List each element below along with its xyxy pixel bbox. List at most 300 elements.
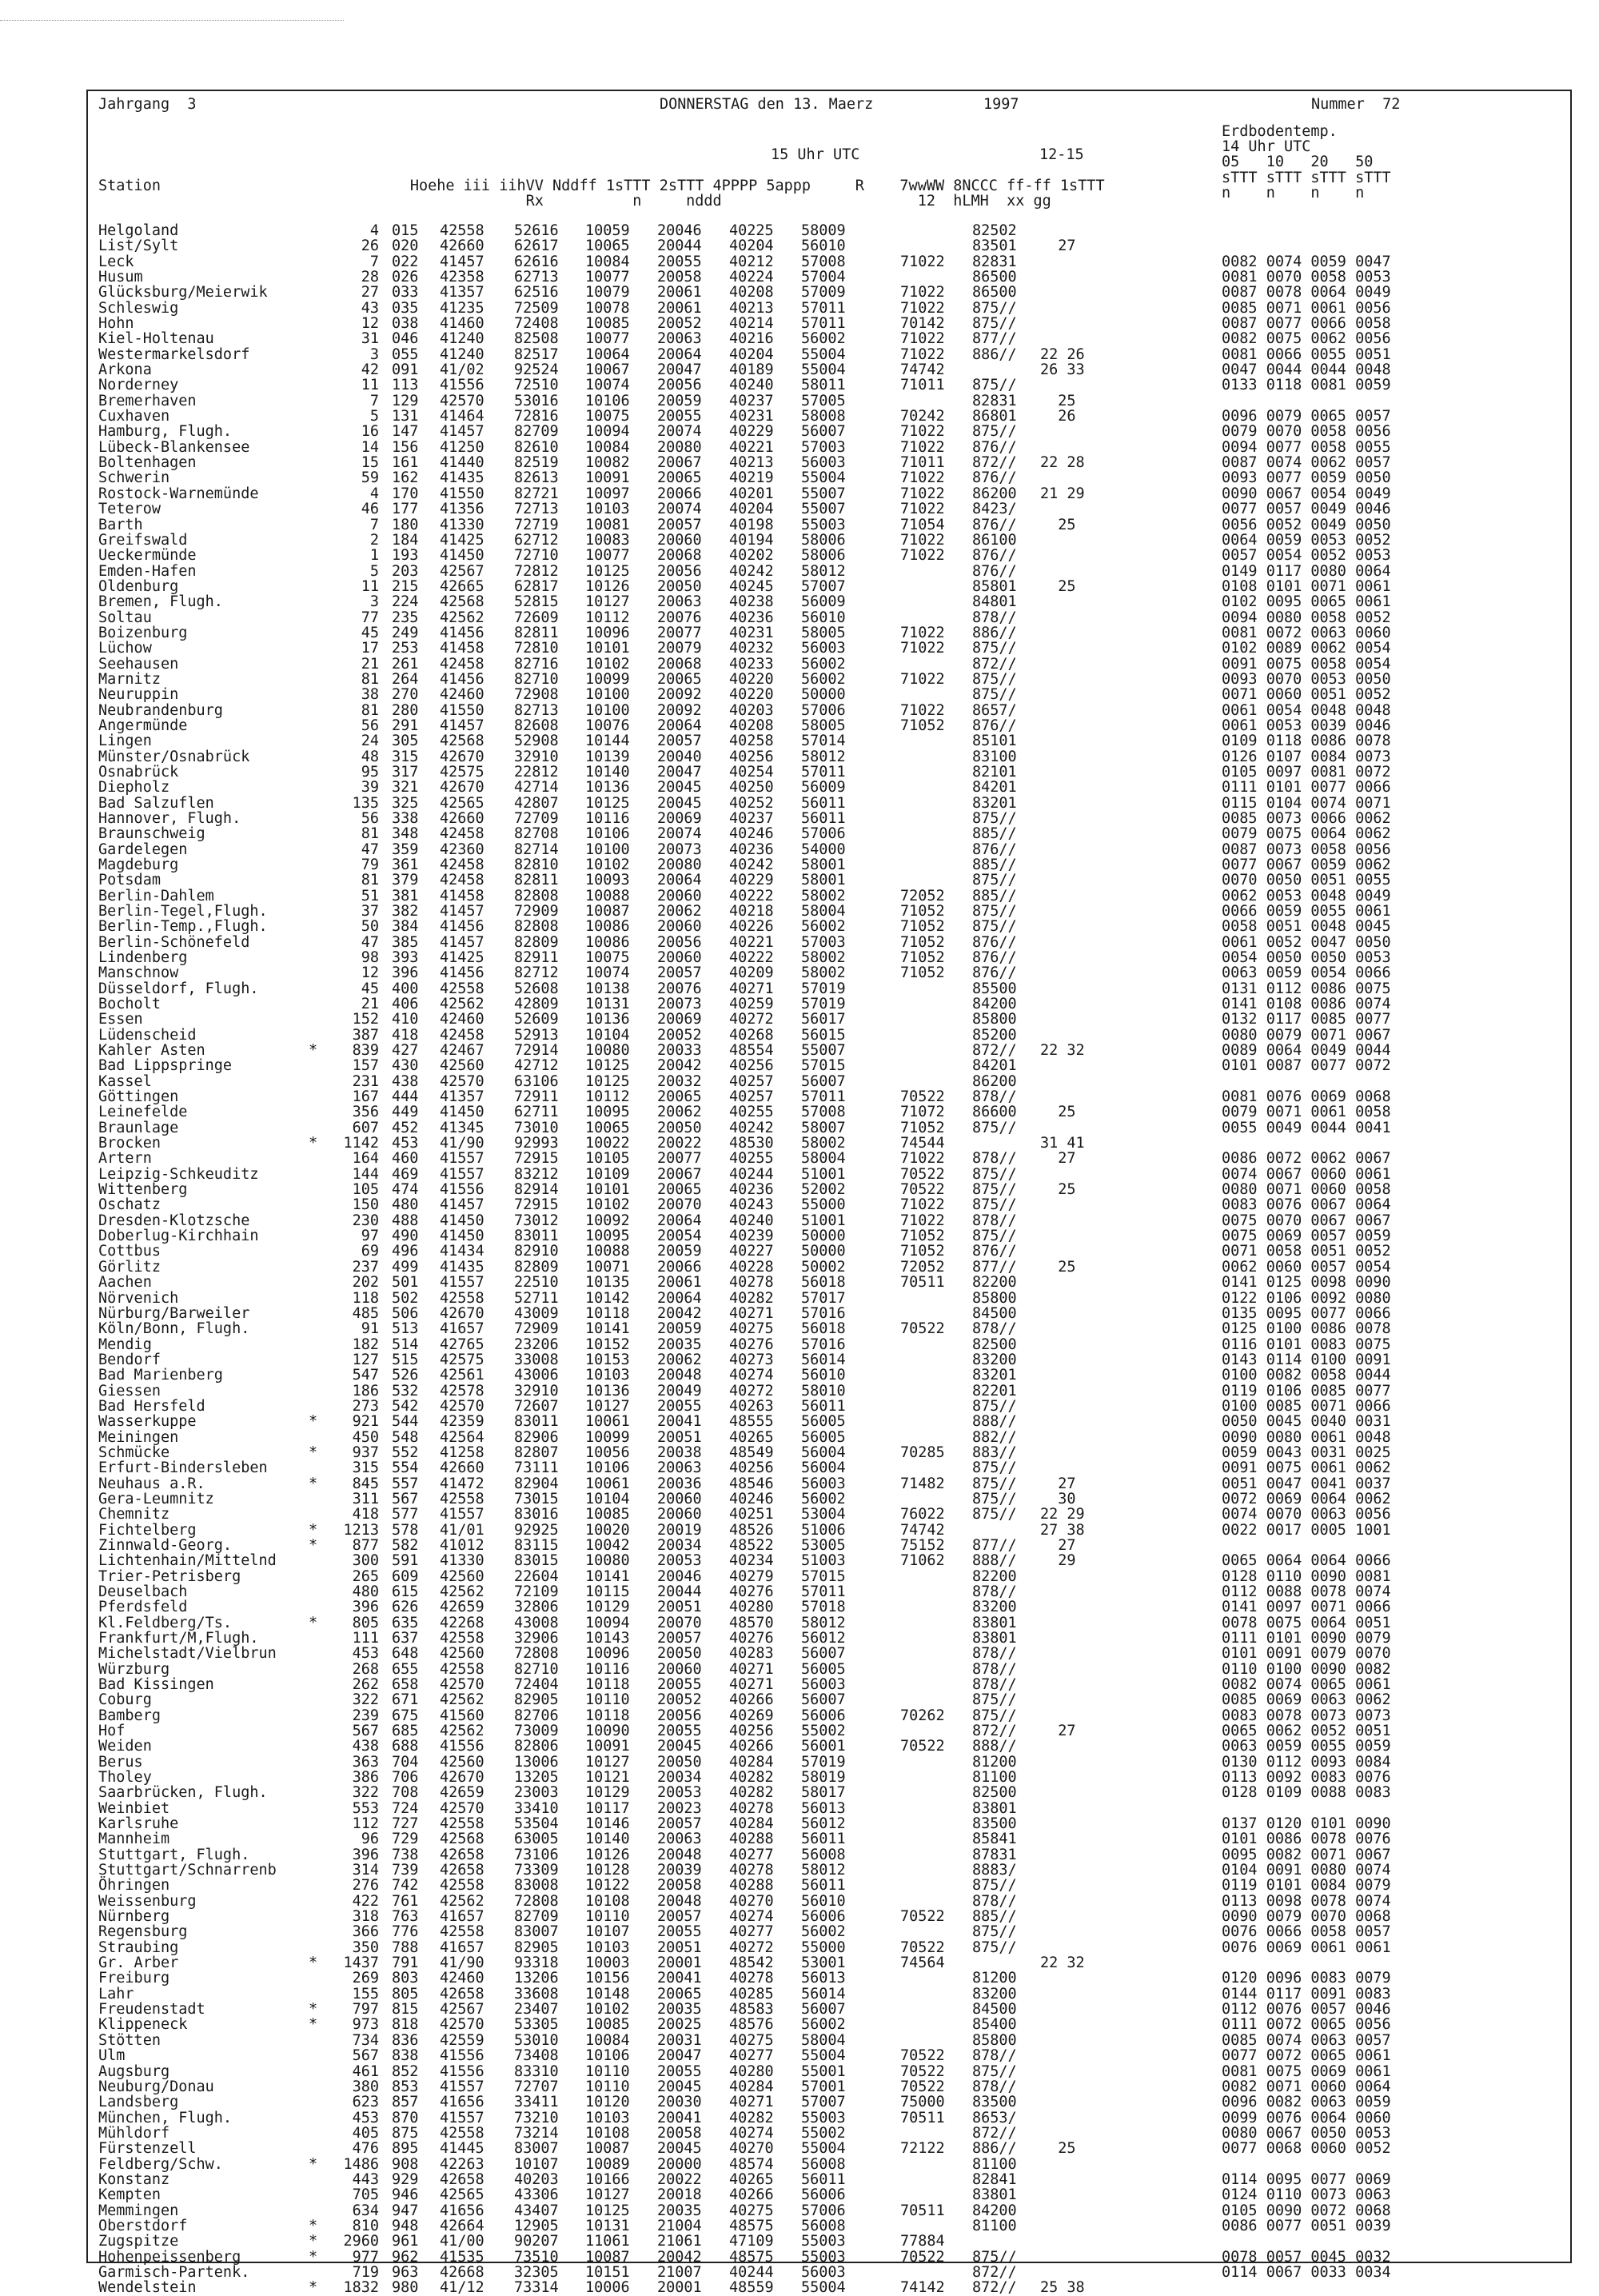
1sttt: 10074: [585, 377, 630, 394]
5appp: 56002: [801, 655, 846, 673]
erdboden: 0102 0089 0062 0054: [1222, 640, 1391, 657]
station-name: Osnabrück: [98, 763, 179, 781]
iihvv: 42561: [440, 1367, 484, 1384]
iii: 410: [392, 1011, 419, 1028]
iii: 020: [392, 238, 419, 255]
iihvv: 42670: [440, 748, 484, 765]
8nccc: 875//: [972, 1119, 1017, 1136]
hoehe: 12: [361, 964, 379, 982]
nddff: 83310: [514, 2062, 559, 2080]
nddff: 82905: [514, 1939, 559, 1956]
iii: 480: [392, 1196, 419, 1214]
1sttt: 10125: [585, 562, 630, 580]
station-name: Leipzig-Schkeuditz: [98, 1165, 259, 1183]
iihvv: 42560: [440, 1645, 484, 1663]
7wwww: 71022: [900, 1150, 945, 1168]
nddff: 72609: [514, 609, 559, 626]
iii: 385: [392, 933, 419, 951]
station-name: Kahler Asten: [98, 1042, 205, 1059]
nddff: 72911: [514, 1088, 559, 1105]
hoehe: 268: [352, 1660, 379, 1678]
5appp: 55004: [801, 2047, 846, 2065]
iii: 270: [392, 686, 419, 704]
station-name: Fichtelberg: [98, 1521, 197, 1539]
iii: 038: [392, 315, 419, 332]
4pppp: 40282: [729, 1289, 774, 1307]
iihvv: 42559: [440, 2031, 484, 2049]
iihvv: 41657: [440, 1939, 484, 1956]
iihvv: 41240: [440, 330, 484, 348]
1sttt: 10110: [585, 1908, 630, 1926]
iihvv: 41240: [440, 345, 484, 363]
iihvv: 42558: [440, 1815, 484, 1832]
hoehe: 623: [352, 2094, 379, 2111]
5appp: 58002: [801, 964, 846, 982]
5appp: 56010: [801, 238, 846, 255]
ff-ff: 31 41: [1040, 1135, 1085, 1152]
7wwww: 71052: [900, 964, 945, 982]
hoehe: 11: [361, 577, 379, 595]
erdboden: 0083 0078 0073 0073: [1222, 1707, 1391, 1724]
hoehe: 46: [361, 501, 379, 518]
7wwww: 70522: [900, 1939, 945, 1956]
hoehe: 135: [352, 794, 379, 812]
2sttt: 20064: [657, 872, 702, 889]
erdboden: 0141 0125 0098 0090: [1222, 1274, 1391, 1292]
4pppp: 40257: [729, 1072, 774, 1090]
4pppp: 40226: [729, 918, 774, 936]
2sttt: 20041: [657, 2109, 702, 2126]
1sttt: 10099: [585, 1428, 630, 1446]
nddff: 72812: [514, 562, 559, 580]
7wwww: 71022: [900, 1212, 945, 1229]
mountain-marker: *: [309, 1135, 318, 1152]
8nccc: 84200: [972, 996, 1017, 1012]
station-name: Dresden-Klotzsche: [98, 1212, 250, 1229]
erdboden: 0086 0072 0062 0067: [1222, 1150, 1391, 1168]
5appp: 56004: [801, 1443, 846, 1461]
hoehe: 1213: [343, 1521, 379, 1539]
7wwww: 71054: [900, 516, 945, 533]
nddff: 33410: [514, 1799, 559, 1817]
8nccc: 81100: [972, 1769, 1017, 1786]
hoehe: 21: [361, 996, 379, 1012]
1sttt: 10006: [585, 2279, 630, 2296]
5appp: 57006: [801, 825, 846, 843]
mountain-marker: *: [309, 1614, 318, 1631]
4pppp: 40272: [729, 1382, 774, 1400]
nddff: 62616: [514, 253, 559, 270]
7wwww: 71052: [900, 717, 945, 734]
7wwww: 74544: [900, 1135, 945, 1152]
8nccc: 86200: [972, 485, 1017, 502]
1sttt: 10092: [585, 1212, 630, 1229]
5appp: 55000: [801, 1939, 846, 1956]
1sttt: 10140: [585, 1831, 630, 1848]
column-header-main: Station Hoehe iii iihVV Nddff 1sTTT 2sTTT 4PPPP 5appp R 7wwWW 8NCCC ff-ff 1sTTT: [98, 178, 1105, 194]
1sttt: 10131: [585, 996, 630, 1012]
iii: 947: [392, 2202, 419, 2219]
station-name: Feldberg/Schw.: [98, 2155, 223, 2173]
1sttt: 10107: [585, 1923, 630, 1941]
8nccc: 875//: [972, 1691, 1017, 1709]
nddff: 62817: [514, 577, 559, 595]
2sttt: 20053: [657, 1784, 702, 1802]
station-name: Memmingen: [98, 2202, 179, 2219]
erdboden: 0130 0112 0093 0084: [1222, 1753, 1391, 1771]
hoehe: 1437: [343, 1955, 379, 1972]
erdboden-depths: 05 10 20 50: [1222, 154, 1374, 170]
iii: 729: [392, 1831, 419, 1848]
1sttt: 10136: [585, 1382, 630, 1400]
8nccc: 872//: [972, 2124, 1017, 2142]
2sttt: 20053: [657, 1552, 702, 1570]
hoehe: 79: [361, 856, 379, 873]
8nccc: 876//: [972, 547, 1017, 565]
2sttt: 20065: [657, 670, 702, 688]
5appp: 56006: [801, 1908, 846, 1926]
5appp: 58002: [801, 887, 846, 904]
7wwww: 71022: [900, 423, 945, 441]
year-label: 1997: [983, 96, 1019, 113]
2sttt: 20067: [657, 1165, 702, 1183]
erdboden-time: 14 Uhr UTC: [1222, 138, 1311, 155]
iihvv: 41556: [440, 2062, 484, 2080]
erdboden: 0059 0043 0031 0025: [1222, 1443, 1391, 1461]
hoehe: 276: [352, 1877, 379, 1895]
2sttt: 20045: [657, 779, 702, 797]
nddff: 82508: [514, 330, 559, 348]
5appp: 56005: [801, 1413, 846, 1431]
hoehe: 12: [361, 315, 379, 332]
8nccc: 885//: [972, 856, 1017, 873]
4pppp: 40221: [729, 933, 774, 951]
8nccc: 886//: [972, 624, 1017, 641]
ff-ff: 26: [1040, 408, 1076, 425]
station-name: Trier-Petrisberg: [98, 1567, 241, 1585]
nddff: 62617: [514, 238, 559, 255]
2sttt: 20035: [657, 2001, 702, 2018]
5appp: 56011: [801, 794, 846, 812]
5appp: 57003: [801, 933, 846, 951]
nddff: 42714: [514, 779, 559, 797]
erdboden: 0120 0096 0083 0079: [1222, 1970, 1391, 1987]
2sttt: 20042: [657, 2248, 702, 2266]
4pppp: 40229: [729, 872, 774, 889]
hoehe: 16: [361, 423, 379, 441]
8nccc: 882//: [972, 1428, 1017, 1446]
nddff: 72109: [514, 1583, 559, 1600]
2sttt: 20031: [657, 2031, 702, 2049]
iii: 161: [392, 454, 419, 472]
7wwww: 74564: [900, 1955, 945, 1972]
4pppp: 40276: [729, 1629, 774, 1647]
1sttt: 11061: [585, 2233, 630, 2250]
2sttt: 20022: [657, 2170, 702, 2188]
iii: 738: [392, 1846, 419, 1863]
ff-ff: 25: [1040, 392, 1076, 409]
mountain-marker: *: [309, 2155, 318, 2173]
nddff: 73408: [514, 2047, 559, 2065]
iii: 948: [392, 2217, 419, 2234]
hoehe: 47: [361, 841, 379, 858]
station-name: Leinefelde: [98, 1104, 188, 1121]
erdboden: 0077 0072 0065 0061: [1222, 2047, 1391, 2065]
1sttt: 10080: [585, 1552, 630, 1570]
1sttt: 10116: [585, 1660, 630, 1678]
8nccc: 86500: [972, 284, 1017, 301]
1sttt: 10127: [585, 593, 630, 611]
station-name: Landsberg: [98, 2094, 179, 2111]
5appp: 57011: [801, 299, 846, 317]
1sttt: 10088: [585, 887, 630, 904]
2sttt: 20060: [657, 1490, 702, 1507]
1sttt: 10100: [585, 686, 630, 704]
4pppp: 40236: [729, 609, 774, 626]
iihvv: 41457: [440, 933, 484, 951]
4pppp: 40282: [729, 1769, 774, 1786]
nddff: 83008: [514, 1877, 559, 1895]
iii: 348: [392, 825, 419, 843]
4pppp: 40271: [729, 1676, 774, 1693]
station-name: Hof: [98, 1723, 126, 1739]
1sttt: 10101: [585, 1181, 630, 1199]
1sttt: 10118: [585, 1304, 630, 1322]
1sttt: 10129: [585, 1784, 630, 1802]
station-name: Chemnitz: [98, 1506, 170, 1523]
hoehe: 11: [361, 377, 379, 394]
5appp: 58008: [801, 408, 846, 425]
station-name: Lindenberg: [98, 949, 188, 966]
iihvv: 42658: [440, 1985, 484, 2003]
iihvv: 42660: [440, 238, 484, 255]
nddff: 82807: [514, 1443, 559, 1461]
8nccc: 84801: [972, 593, 1017, 611]
station-name: Bremerhaven: [98, 392, 197, 409]
2sttt: 20001: [657, 2279, 702, 2296]
nddff: 72719: [514, 516, 559, 533]
station-name: Lichtenhain/Mittelnd: [98, 1552, 277, 1570]
iii: 857: [392, 2094, 419, 2111]
iihvv: 41535: [440, 2248, 484, 2266]
hoehe: 422: [352, 1892, 379, 1910]
hoehe: 443: [352, 2170, 379, 2188]
hoehe: 28: [361, 269, 379, 286]
7wwww: 70511: [900, 2202, 945, 2219]
4pppp: 40266: [729, 2186, 774, 2204]
erdboden: 0113 0098 0078 0074: [1222, 1892, 1391, 1910]
iihvv: 42458: [440, 1026, 484, 1044]
1sttt: 10102: [585, 1196, 630, 1214]
5appp: 56011: [801, 1831, 846, 1848]
2sttt: 20063: [657, 1831, 702, 1848]
iii: 184: [392, 531, 419, 549]
nddff: 92524: [514, 361, 559, 379]
erdboden: 0075 0069 0057 0059: [1222, 1228, 1391, 1245]
4pppp: 40203: [729, 701, 774, 719]
erdboden: 0111 0072 0065 0056: [1222, 2016, 1391, 2034]
1sttt: 10087: [585, 903, 630, 920]
iii: 406: [392, 996, 419, 1012]
iii: 724: [392, 1799, 419, 1817]
station-name: Bocholt: [98, 996, 161, 1012]
hoehe: 480: [352, 1583, 379, 1600]
8nccc: 82201: [972, 1382, 1017, 1400]
8nccc: 872//: [972, 454, 1017, 472]
nddff: 73111: [514, 1459, 559, 1477]
4pppp: 40271: [729, 1304, 774, 1322]
station-name: Leck: [98, 253, 134, 270]
erdboden: 0065 0064 0064 0066: [1222, 1552, 1391, 1570]
erdboden: 0090 0079 0070 0068: [1222, 1908, 1391, 1926]
7wwww: 70242: [900, 408, 945, 425]
iii: 685: [392, 1723, 419, 1739]
hoehe: 96: [361, 1831, 379, 1848]
station-name: Lübeck-Blankensee: [98, 438, 250, 456]
2sttt: 20052: [657, 1026, 702, 1044]
hoehe: 547: [352, 1367, 379, 1384]
iii: 291: [392, 717, 419, 734]
iihvv: 41557: [440, 1150, 484, 1168]
nddff: 52616: [514, 222, 559, 239]
erdboden: 0102 0095 0065 0061: [1222, 593, 1391, 611]
hoehe: 607: [352, 1119, 379, 1136]
station-name: Stuttgart, Flugh.: [98, 1846, 250, 1863]
iihvv: 42558: [440, 1877, 484, 1895]
nddff: 83016: [514, 1506, 559, 1523]
iii: 852: [392, 2062, 419, 2080]
4pppp: 40285: [729, 1985, 774, 2003]
hoehe: 2: [369, 531, 379, 549]
1sttt: 10061: [585, 1413, 630, 1431]
5appp: 56009: [801, 593, 846, 611]
8nccc: 82101: [972, 763, 1017, 781]
station-name: Schwerin: [98, 469, 170, 487]
iihvv: 41560: [440, 1707, 484, 1724]
2sttt: 20077: [657, 624, 702, 641]
4pppp: 40259: [729, 996, 774, 1012]
nddff: 82811: [514, 872, 559, 889]
ff-ff: 25: [1040, 1181, 1076, 1199]
1sttt: 10126: [585, 577, 630, 595]
iihvv: 41/01: [440, 1521, 484, 1539]
iii: 325: [392, 794, 419, 812]
nddff: 73510: [514, 2248, 559, 2266]
station-name: München, Flugh.: [98, 2109, 233, 2126]
hoehe: 112: [352, 1815, 379, 1832]
hoehe: 366: [352, 1923, 379, 1941]
5appp: 56003: [801, 1676, 846, 1693]
iii: 895: [392, 2140, 419, 2158]
hoehe: 37: [361, 903, 379, 920]
4pppp: 40256: [729, 1723, 774, 1739]
erdboden: 0080 0079 0071 0067: [1222, 1026, 1391, 1044]
8nccc: 875//: [972, 872, 1017, 889]
erdboden: 0063 0059 0054 0066: [1222, 964, 1391, 982]
iii: 658: [392, 1676, 419, 1693]
iihvv: 41557: [440, 1274, 484, 1292]
iihvv: 41550: [440, 701, 484, 719]
2sttt: 20058: [657, 1877, 702, 1895]
hoehe: 418: [352, 1506, 379, 1523]
nddff: 52609: [514, 1011, 559, 1028]
hoehe: 81: [361, 825, 379, 843]
nddff: 82808: [514, 887, 559, 904]
station-name: Mühldorf: [98, 2124, 170, 2142]
iihvv: 42558: [440, 222, 484, 239]
7wwww: 70511: [900, 2109, 945, 2126]
hoehe: 634: [352, 2202, 379, 2219]
2sttt: 20060: [657, 949, 702, 966]
iii: 929: [392, 2170, 419, 2188]
nddff: 32910: [514, 1382, 559, 1400]
2sttt: 20018: [657, 2186, 702, 2204]
1sttt: 10097: [585, 485, 630, 502]
5appp: 56011: [801, 809, 846, 827]
iii: 305: [392, 733, 419, 750]
erdboden: 0093 0077 0059 0050: [1222, 469, 1391, 487]
1sttt: 10020: [585, 1521, 630, 1539]
4pppp: 40238: [729, 593, 774, 611]
erdboden: 0078 0075 0064 0051: [1222, 1614, 1391, 1631]
nddff: 72909: [514, 1320, 559, 1338]
1sttt: 10079: [585, 284, 630, 301]
5appp: 55007: [801, 1042, 846, 1059]
nddff: 23407: [514, 2001, 559, 2018]
5appp: 56010: [801, 1892, 846, 1910]
4pppp: 40222: [729, 949, 774, 966]
erdboden: 0081 0070 0058 0053: [1222, 269, 1391, 286]
iii: 578: [392, 1521, 419, 1539]
nddff: 32906: [514, 1629, 559, 1647]
7wwww: 71022: [900, 485, 945, 502]
nddff: 22812: [514, 763, 559, 781]
erdboden: 0058 0051 0048 0045: [1222, 918, 1391, 936]
8nccc: 82500: [972, 1784, 1017, 1802]
nddff: 82910: [514, 1243, 559, 1260]
iii: 763: [392, 1908, 419, 1926]
iii: 742: [392, 1877, 419, 1895]
8nccc: 83100: [972, 748, 1017, 765]
hoehe: 300: [352, 1552, 379, 1570]
8nccc: 875//: [972, 377, 1017, 394]
4pppp: 40288: [729, 1831, 774, 1848]
1sttt: 10086: [585, 933, 630, 951]
2sttt: 20065: [657, 469, 702, 487]
nddff: 43008: [514, 1614, 559, 1631]
station-name: Fürstenzell: [98, 2140, 197, 2158]
hoehe: 314: [352, 1862, 379, 1879]
erdboden: 0076 0066 0058 0057: [1222, 1923, 1391, 1941]
mountain-marker: *: [309, 2279, 318, 2296]
nddff: 82809: [514, 1258, 559, 1276]
iii: 488: [392, 1212, 419, 1229]
iihvv: 41450: [440, 547, 484, 565]
5appp: 51006: [801, 1521, 846, 1539]
iihvv: 42568: [440, 733, 484, 750]
5appp: 57001: [801, 2078, 846, 2095]
nddff: 72713: [514, 501, 559, 518]
8nccc: 81200: [972, 1970, 1017, 1987]
hoehe: 380: [352, 2078, 379, 2095]
1sttt: 10116: [585, 809, 630, 827]
hoehe: 3: [369, 345, 379, 363]
ff-ff: 26 33: [1040, 361, 1085, 379]
2sttt: 20056: [657, 933, 702, 951]
erdboden: 0101 0086 0078 0076: [1222, 1831, 1391, 1848]
iii: 015: [392, 222, 419, 239]
station-name: Lingen: [98, 733, 152, 750]
